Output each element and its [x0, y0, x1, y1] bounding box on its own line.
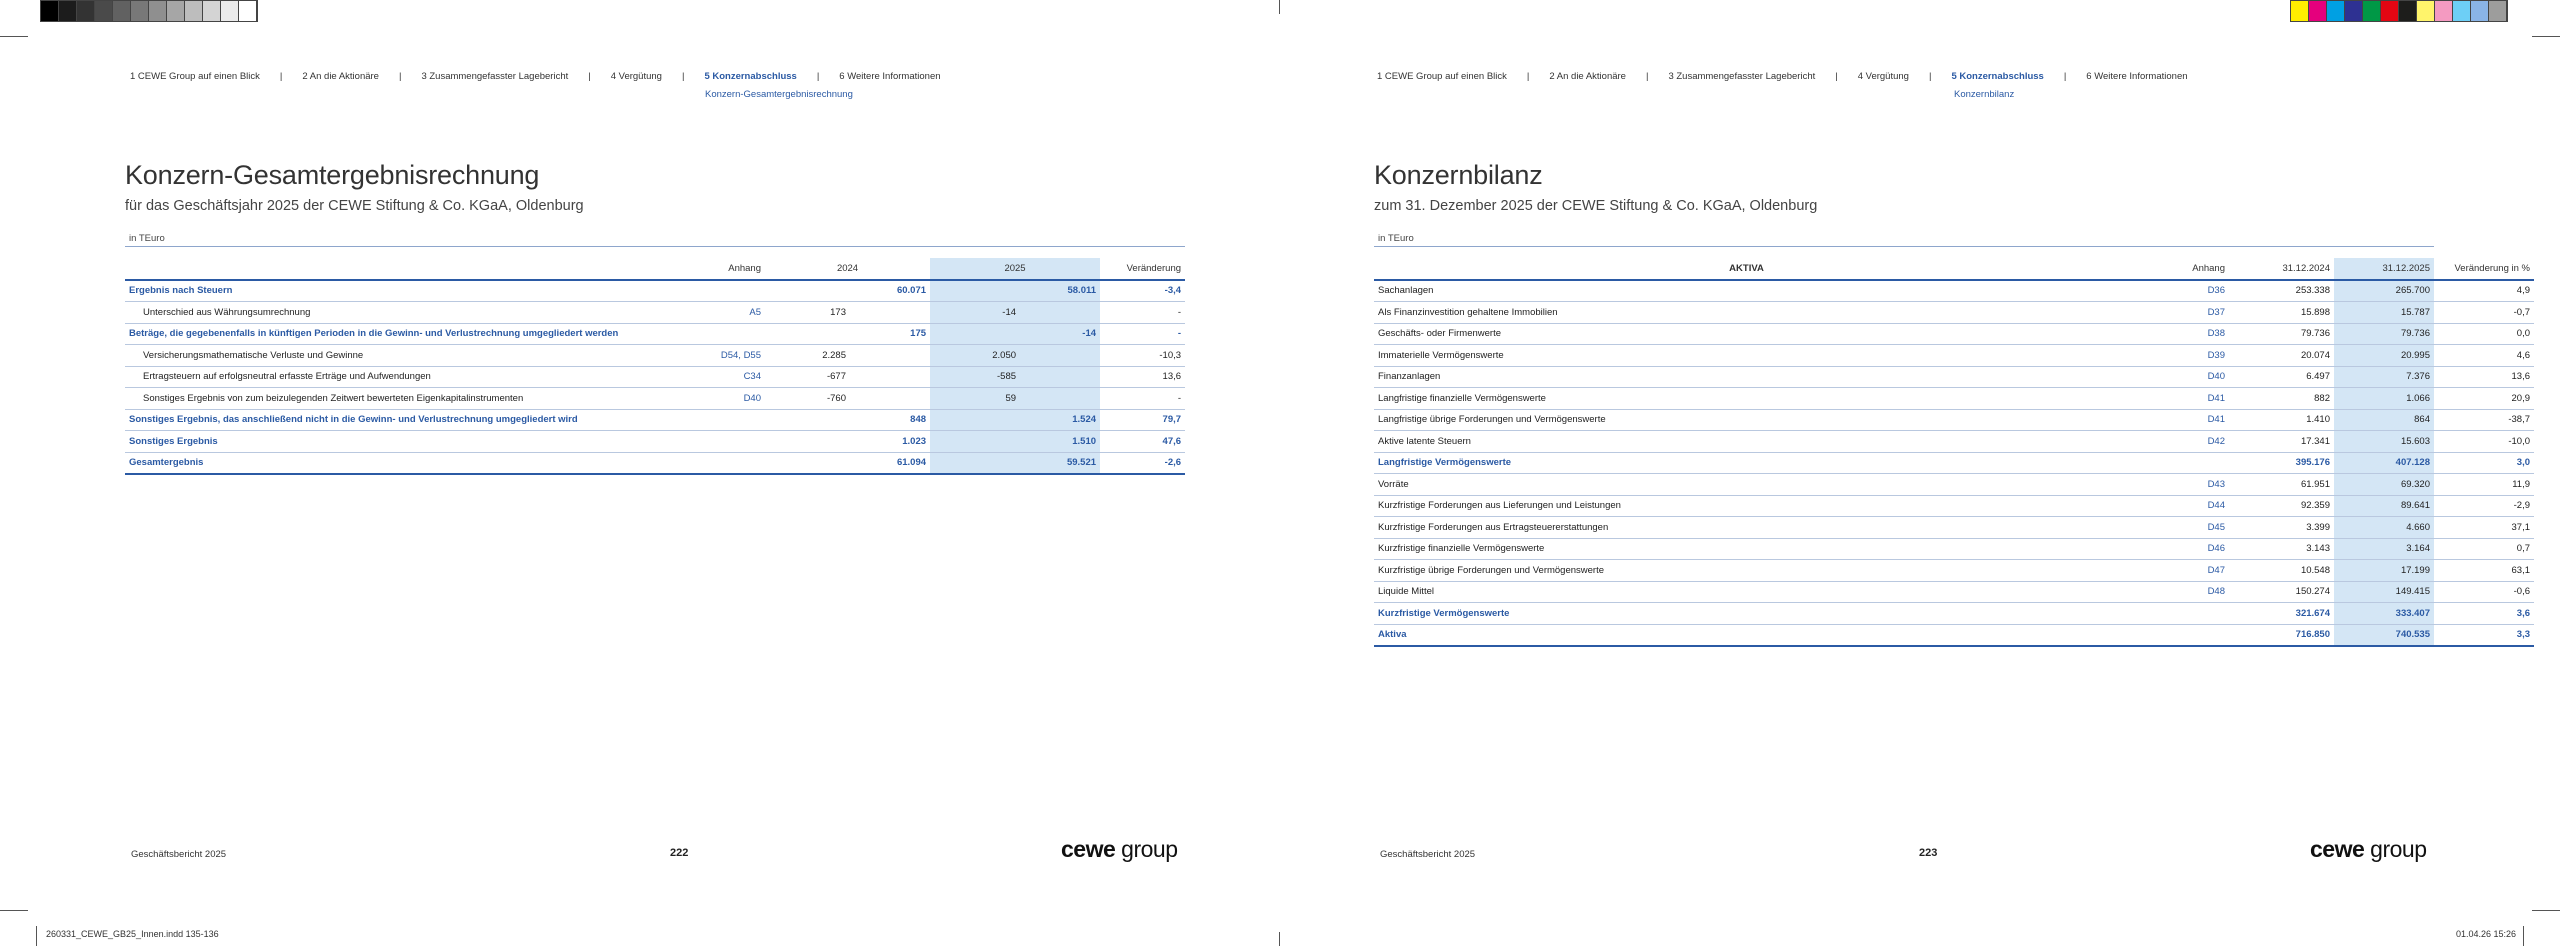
value-cell	[930, 409, 1020, 431]
color-swatch	[2309, 1, 2327, 21]
color-swatch	[221, 1, 239, 21]
table-row	[1374, 603, 2534, 625]
page-title: Konzern-Gesamtergebnisrechnung	[125, 160, 540, 190]
table-row	[1374, 345, 2534, 367]
value-cell: 3,0	[2434, 452, 2534, 474]
page-number: 222	[670, 847, 689, 859]
value-cell: -677	[765, 366, 850, 388]
value-cell: 253.338	[2229, 280, 2334, 302]
slug-datetime: 01.04.26 15:26	[2456, 929, 2517, 939]
row-label: Ertragsteuern auf erfolgsneutral erfasste Erträge und Aufwendungen	[125, 366, 680, 388]
value-cell	[765, 431, 850, 453]
value-cell: -38,7	[2434, 409, 2534, 431]
color-swatch	[2435, 1, 2453, 21]
color-swatch	[185, 1, 203, 21]
value-cell: 173	[765, 302, 850, 324]
table-row	[125, 452, 1185, 474]
note-link[interactable]: D44	[2119, 495, 2229, 517]
row-label: Langfristige finanzielle Vermögenswerte	[1374, 388, 2119, 410]
color-swatch	[59, 1, 77, 21]
value-cell: 407.128	[2334, 452, 2434, 474]
footer-report-label: Geschäftsbericht 2025	[131, 849, 227, 860]
crop-mark	[1279, 932, 1280, 946]
note-link[interactable]: D39	[2119, 345, 2229, 367]
page-subtitle: zum 31. Dezember 2025 der CEWE Stiftung & Co. KGaA, Oldenburg	[1374, 198, 1818, 214]
color-swatch	[2363, 1, 2381, 21]
table-row	[125, 345, 1185, 367]
note-link[interactable]: D42	[2119, 431, 2229, 453]
table-row	[1374, 495, 2534, 517]
nav-separator: |	[816, 71, 820, 82]
value-cell	[765, 452, 850, 474]
row-label: Vorräte	[1374, 474, 2119, 496]
crop-mark	[0, 910, 28, 911]
color-swatch	[2381, 1, 2399, 21]
nav-item-3[interactable]: 3 Zusammengefasster Lagebericht	[421, 71, 569, 82]
value-cell: 175	[850, 323, 930, 345]
slug-file-info: 260331_CEWE_GB25_Innen.indd 135-136	[46, 929, 219, 939]
page-number: 223	[1919, 847, 1938, 859]
row-label: Aktive latente Steuern	[1374, 431, 2119, 453]
note-link[interactable]: D45	[2119, 517, 2229, 539]
row-label: Aktiva	[1374, 624, 2119, 646]
value-cell: 1.066	[2334, 388, 2434, 410]
value-cell: -0,7	[2434, 302, 2534, 324]
color-swatch	[2327, 1, 2345, 21]
nav-item-4[interactable]: 4 Vergütung	[610, 71, 662, 82]
value-cell: 60.071	[850, 280, 930, 302]
color-swatch	[77, 1, 95, 21]
note-link[interactable]: D37	[2119, 302, 2229, 324]
value-cell: 79.736	[2334, 323, 2434, 345]
value-cell: -	[1100, 323, 1185, 345]
header-cell: 31.12.2025	[2334, 258, 2434, 280]
nav-separator: |	[1928, 71, 1932, 82]
section-navigation-left	[130, 71, 941, 82]
nav-item-5[interactable]: 5 Konzernabschluss	[1951, 71, 2044, 82]
subnav-active-page[interactable]: Konzernbilanz	[1954, 89, 2015, 100]
value-cell: 265.700	[2334, 280, 2434, 302]
value-cell	[930, 452, 1020, 474]
color-swatch	[41, 1, 59, 21]
value-cell: -2,9	[2434, 495, 2534, 517]
table-row	[125, 302, 1185, 324]
note-link	[680, 280, 765, 302]
value-cell	[850, 345, 930, 367]
value-cell: 6.497	[2229, 366, 2334, 388]
value-cell: 1.023	[850, 431, 930, 453]
note-link[interactable]: D40	[2119, 366, 2229, 388]
value-cell: 321.674	[2229, 603, 2334, 625]
crop-mark	[36, 926, 37, 946]
value-cell	[850, 366, 930, 388]
value-cell: 37,1	[2434, 517, 2534, 539]
nav-item-3[interactable]: 3 Zusammengefasster Lagebericht	[1668, 71, 1816, 82]
value-cell: 59.521	[1020, 452, 1100, 474]
note-link[interactable]: D43	[2119, 474, 2229, 496]
value-cell: 69.320	[2334, 474, 2434, 496]
note-link	[680, 431, 765, 453]
value-cell: -	[1100, 388, 1185, 410]
value-cell: 7.376	[2334, 366, 2434, 388]
value-cell: 0,0	[2434, 323, 2534, 345]
table-row	[1374, 366, 2534, 388]
value-cell	[850, 388, 930, 410]
row-label: Sonstiges Ergebnis	[125, 431, 680, 453]
color-swatch	[203, 1, 221, 21]
value-cell: 2.285	[765, 345, 850, 367]
nav-separator: |	[681, 71, 685, 82]
value-cell: 149.415	[2334, 581, 2434, 603]
value-cell: 0,7	[2434, 538, 2534, 560]
header-cell: 31.12.2024	[2229, 258, 2334, 280]
row-label: Geschäfts- oder Firmenwerte	[1374, 323, 2119, 345]
crop-mark	[2532, 36, 2560, 37]
value-cell: 882	[2229, 388, 2334, 410]
row-label: Kurzfristige Forderungen aus Ertragsteuererstattungen	[1374, 517, 2119, 539]
cewe-group-logo: cewe group	[1061, 836, 1178, 862]
table-row	[1374, 280, 2534, 302]
value-cell: 3,6	[2434, 603, 2534, 625]
table-row	[1374, 581, 2534, 603]
value-cell	[1020, 388, 1100, 410]
color-swatch	[113, 1, 131, 21]
cmyk-color-bar	[2290, 0, 2508, 22]
value-cell: 11,9	[2434, 474, 2534, 496]
value-cell: 1.510	[1020, 431, 1100, 453]
color-swatch	[167, 1, 185, 21]
color-swatch	[2471, 1, 2489, 21]
note-link[interactable]: D41	[2119, 388, 2229, 410]
value-cell: 1.410	[2229, 409, 2334, 431]
value-cell: 150.274	[2229, 581, 2334, 603]
color-swatch	[149, 1, 167, 21]
table-row	[1374, 624, 2534, 646]
table-row	[1374, 323, 2534, 345]
crop-mark	[2532, 910, 2560, 911]
row-label: Sonstiges Ergebnis, das anschließend nicht in die Gewinn- und Verlustrechnung umgegliedert wird	[125, 409, 680, 431]
value-cell: 3.143	[2229, 538, 2334, 560]
value-cell: 89.641	[2334, 495, 2434, 517]
note-link	[680, 409, 765, 431]
header-cell: 2024	[765, 258, 930, 280]
row-label: Beträge, die gegebenenfalls in künftigen Perioden in die Gewinn- und Verlustrechnung umgegliedert werden	[125, 323, 680, 345]
nav-item-1[interactable]: 1 CEWE Group auf einen Blick	[130, 71, 260, 82]
value-cell: 13,6	[2434, 366, 2534, 388]
footer-report-label: Geschäftsbericht 2025	[1380, 849, 1476, 860]
table-row	[1374, 474, 2534, 496]
value-cell	[930, 323, 1020, 345]
color-swatch	[2345, 1, 2363, 21]
nav-separator: |	[279, 71, 283, 82]
note-link[interactable]: D47	[2119, 560, 2229, 582]
nav-separator: |	[1526, 71, 1530, 82]
nav-separator: |	[1835, 71, 1838, 82]
value-cell: 740.535	[2334, 624, 2434, 646]
value-cell	[1020, 345, 1100, 367]
value-cell: 3.164	[2334, 538, 2434, 560]
value-cell: 17.341	[2229, 431, 2334, 453]
nav-item-2[interactable]: 2 An die Aktionäre	[1549, 71, 1626, 82]
row-label: Liquide Mittel	[1374, 581, 2119, 603]
note-link	[680, 452, 765, 474]
value-cell: 4,6	[2434, 345, 2534, 367]
nav-item-2[interactable]: 2 An die Aktionäre	[302, 71, 379, 82]
value-cell: 20.074	[2229, 345, 2334, 367]
nav-item-6[interactable]: 6 Weitere Informationen	[839, 71, 941, 82]
value-cell	[930, 431, 1020, 453]
value-cell: 4.660	[2334, 517, 2434, 539]
value-cell: 3,3	[2434, 624, 2534, 646]
table-row	[125, 366, 1185, 388]
nav-item-1[interactable]: 1 CEWE Group auf einen Blick	[1377, 71, 1507, 82]
value-cell: 79,7	[1100, 409, 1185, 431]
table-row	[125, 431, 1185, 453]
color-swatch	[2291, 1, 2309, 21]
header-cell: Anhang	[2119, 258, 2229, 280]
page-title: Konzernbilanz	[1374, 160, 1543, 190]
nav-item-4[interactable]: 4 Vergütung	[1857, 71, 1909, 82]
note-link	[680, 323, 765, 345]
section-navigation-right	[1377, 71, 2188, 82]
value-cell: 92.359	[2229, 495, 2334, 517]
income-statement-table	[125, 258, 1185, 475]
nav-separator: |	[1645, 71, 1649, 82]
value-cell: 13,6	[1100, 366, 1185, 388]
table-row	[125, 409, 1185, 431]
color-swatch	[2453, 1, 2471, 21]
value-cell: 333.407	[2334, 603, 2434, 625]
value-cell: -760	[765, 388, 850, 410]
row-label: Sonstiges Ergebnis von zum beizulegenden Zeitwert bewerteten Eigenkapitalinstrumenten	[125, 388, 680, 410]
value-cell: 20.995	[2334, 345, 2434, 367]
balance-sheet-table	[1374, 258, 2534, 647]
color-swatch	[95, 1, 113, 21]
subnav-active-page[interactable]: Konzern-Gesamtergebnisrechnung	[705, 89, 853, 100]
value-cell: 3.399	[2229, 517, 2334, 539]
row-label: Sachanlagen	[1374, 280, 2119, 302]
value-cell: -	[1100, 302, 1185, 324]
row-label: Gesamtergebnis	[125, 452, 680, 474]
value-cell: 716.850	[2229, 624, 2334, 646]
cewe-group-logo: cewe group	[2310, 836, 2427, 862]
color-swatch	[2399, 1, 2417, 21]
header-cell: Anhang	[680, 258, 765, 280]
note-link[interactable]: C34	[680, 366, 765, 388]
value-cell: 58.011	[1020, 280, 1100, 302]
header-2025: 2025	[930, 258, 1100, 280]
value-cell: 61.951	[2229, 474, 2334, 496]
table-row	[125, 323, 1185, 345]
crop-mark	[2523, 926, 2524, 946]
table-header-row	[125, 258, 1185, 280]
value-cell	[765, 280, 850, 302]
header-cell	[125, 258, 680, 280]
gray-color-bar	[40, 0, 258, 22]
table-row	[125, 280, 1185, 302]
value-cell: 395.176	[2229, 452, 2334, 474]
row-label: Kurzfristige übrige Forderungen und Vermögenswerte	[1374, 560, 2119, 582]
table-row	[1374, 560, 2534, 582]
value-cell: 15.787	[2334, 302, 2434, 324]
note-link	[2119, 452, 2229, 474]
row-label: Als Finanzinvestition gehaltene Immobilien	[1374, 302, 2119, 324]
unit-label: in TEuro	[129, 233, 165, 244]
value-cell: -0,6	[2434, 581, 2534, 603]
value-cell: 15.603	[2334, 431, 2434, 453]
color-swatch	[239, 1, 257, 21]
row-label: Kurzfristige finanzielle Vermögenswerte	[1374, 538, 2119, 560]
value-cell: 17.199	[2334, 560, 2434, 582]
note-link[interactable]: A5	[680, 302, 765, 324]
nav-separator: |	[588, 71, 591, 82]
crop-mark	[0, 36, 28, 37]
table-row	[1374, 388, 2534, 410]
table-row	[1374, 431, 2534, 453]
table-row	[125, 388, 1185, 410]
row-label: Langfristige Vermögenswerte	[1374, 452, 2119, 474]
color-swatch	[2417, 1, 2435, 21]
value-cell: -14	[1020, 323, 1100, 345]
value-cell: 20,9	[2434, 388, 2534, 410]
table-row	[1374, 538, 2534, 560]
note-link[interactable]: D41	[2119, 409, 2229, 431]
value-cell: 47,6	[1100, 431, 1185, 453]
value-cell: -10,3	[1100, 345, 1185, 367]
table-row	[1374, 517, 2534, 539]
value-cell: 2.050	[930, 345, 1020, 367]
row-label: Langfristige übrige Forderungen und Vermögenswerte	[1374, 409, 2119, 431]
value-cell: 59	[930, 388, 1020, 410]
value-cell	[765, 323, 850, 345]
note-link[interactable]: D38	[2119, 323, 2229, 345]
value-cell: -3,4	[1100, 280, 1185, 302]
value-cell	[930, 280, 1020, 302]
value-cell: 864	[2334, 409, 2434, 431]
value-cell: 4,9	[2434, 280, 2534, 302]
value-cell: 61.094	[850, 452, 930, 474]
divider	[1374, 246, 2434, 247]
value-cell: 63,1	[2434, 560, 2534, 582]
value-cell	[765, 409, 850, 431]
nav-separator: |	[2063, 71, 2067, 82]
header-cell: Veränderung in %	[2434, 258, 2534, 280]
value-cell: -14	[930, 302, 1020, 324]
value-cell: 79.736	[2229, 323, 2334, 345]
row-label: Kurzfristige Vermögenswerte	[1374, 603, 2119, 625]
divider	[125, 246, 1185, 247]
nav-separator: |	[398, 71, 402, 82]
note-link	[2119, 624, 2229, 646]
note-link	[2119, 603, 2229, 625]
color-swatch	[2489, 1, 2507, 21]
unit-label: in TEuro	[1378, 233, 1414, 244]
table-row	[1374, 302, 2534, 324]
row-label: Ergebnis nach Steuern	[125, 280, 680, 302]
table-header-row	[1374, 258, 2534, 280]
nav-item-5[interactable]: 5 Konzernabschluss	[704, 71, 797, 82]
crop-mark	[1279, 0, 1280, 14]
value-cell: 10.548	[2229, 560, 2334, 582]
note-link[interactable]: D36	[2119, 280, 2229, 302]
color-swatch	[131, 1, 149, 21]
value-cell	[1020, 366, 1100, 388]
header-cell: Veränderung	[1100, 258, 1185, 280]
value-cell: -585	[930, 366, 1020, 388]
table-row	[1374, 409, 2534, 431]
value-cell: 848	[850, 409, 930, 431]
note-link[interactable]: D48	[2119, 581, 2229, 603]
value-cell: 15.898	[2229, 302, 2334, 324]
row-label: Finanzanlagen	[1374, 366, 2119, 388]
note-link[interactable]: D46	[2119, 538, 2229, 560]
value-cell: 1.524	[1020, 409, 1100, 431]
row-label: Kurzfristige Forderungen aus Lieferungen und Leistungen	[1374, 495, 2119, 517]
page-subtitle: für das Geschäftsjahr 2025 der CEWE Stiftung & Co. KGaA, Oldenburg	[125, 198, 584, 214]
header-cell: AKTIVA	[1374, 258, 2119, 280]
value-cell	[1020, 302, 1100, 324]
row-label: Unterschied aus Währungsumrechnung	[125, 302, 680, 324]
note-link[interactable]: D40	[680, 388, 765, 410]
value-cell	[850, 302, 930, 324]
table-row	[1374, 452, 2534, 474]
nav-item-6[interactable]: 6 Weitere Informationen	[2086, 71, 2188, 82]
row-label: Versicherungsmathematische Verluste und Gewinne	[125, 345, 680, 367]
value-cell: -2,6	[1100, 452, 1185, 474]
row-label: Immaterielle Vermögenswerte	[1374, 345, 2119, 367]
note-link[interactable]: D54, D55	[680, 345, 765, 367]
value-cell: -10,0	[2434, 431, 2534, 453]
